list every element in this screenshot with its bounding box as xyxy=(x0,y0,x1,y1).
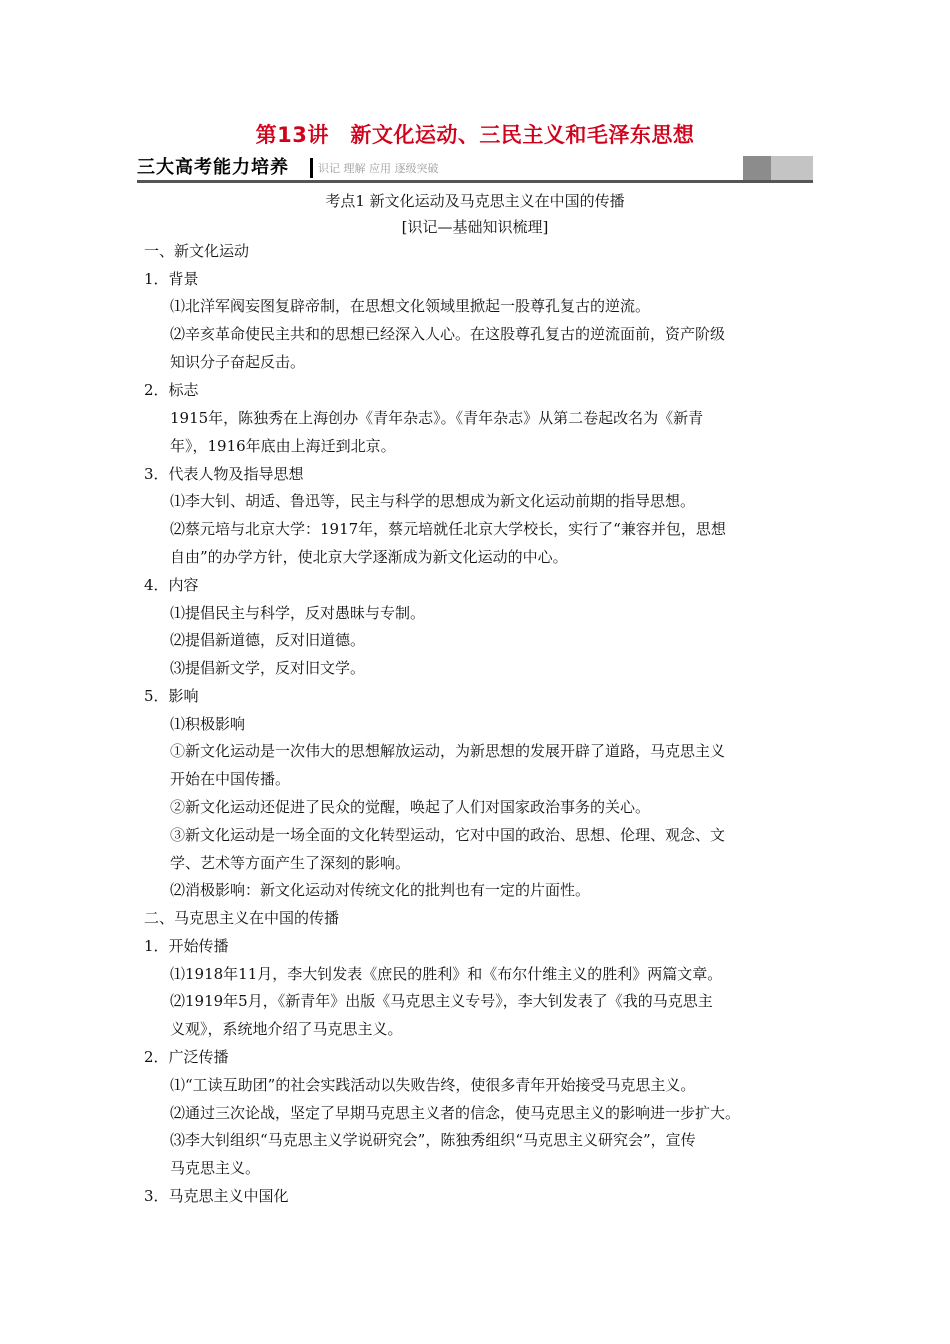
paragraph-line: ⑵辛亥革命使民主共和的思想已经深入人心。在这股尊孔复古的逆流面前，资产阶级 xyxy=(170,325,726,343)
banner-heading: 三大高考能力培养 xyxy=(137,157,289,178)
kaodian-heading: 考点1 新文化运动及马克思主义在中国的传播 xyxy=(325,192,625,210)
subheading: 1．开始传播 xyxy=(144,937,229,955)
paragraph-line: ⑵提倡新道德，反对旧道德。 xyxy=(170,631,366,649)
lecture-title: 第13讲 新文化运动、三民主义和毛泽东思想 xyxy=(255,123,695,147)
paragraph-line: ⑵1919年5月，《新青年》出版《马克思主义专号》，李大钊发表了《我的马克思主 xyxy=(170,992,713,1010)
paragraph-line: ③新文化运动是一场全面的文化转型运动，它对中国的政治、思想、伦理、观念、文 xyxy=(170,826,726,844)
paragraph-line: ⑴李大钊、胡适、鲁迅等，民主与科学的思想成为新文化运动前期的指导思想。 xyxy=(170,492,696,510)
paragraph-line: 自由”的办学方针，使北京大学逐渐成为新文化运动的中心。 xyxy=(170,548,568,566)
paragraph-line: 1915年，陈独秀在上海创办《青年杂志》。《青年杂志》从第二卷起改名为《新青 xyxy=(170,409,704,427)
subheading: 2．广泛传播 xyxy=(144,1048,229,1066)
paragraph-line: ⑵消极影响：新文化运动对传统文化的批判也有一定的片面性。 xyxy=(170,881,591,899)
banner-subtitle: 识记 理解 应用 逐级突破 xyxy=(318,162,439,175)
heading-1: 一、新文化运动 xyxy=(144,242,250,260)
paragraph-line: ⑶李大钊组织“马克思主义学说研究会”，陈独秀组织“马克思主义研究会”，宣传 xyxy=(170,1131,696,1149)
subheading: 4．内容 xyxy=(144,576,199,594)
heading-1: 二、马克思主义在中国的传播 xyxy=(144,909,340,927)
paragraph-line: 义观》，系统地介绍了马克思主义。 xyxy=(170,1020,403,1038)
paragraph-line: ⑵通过三次论战，坚定了早期马克思主义者的信念，使马克思主义的影响进一步扩大。 xyxy=(170,1104,741,1122)
paragraph-line: ⑴“工读互助团”的社会实践活动以失败告终，使很多青年开始接受马克思主义。 xyxy=(170,1076,696,1094)
section-subheading: [识记—基础知识梳理] xyxy=(401,218,549,236)
subheading: 3．代表人物及指导思想 xyxy=(144,465,304,483)
banner-divider xyxy=(310,158,313,178)
paragraph-line: ⑴积极影响 xyxy=(170,715,246,733)
paragraph-line: ②新文化运动还促进了民众的觉醒，唤起了人们对国家政治事务的关心。 xyxy=(170,798,651,816)
paragraph-line: ⑴提倡民主与科学，反对愚昧与专制。 xyxy=(170,604,426,622)
subheading: 2．标志 xyxy=(144,381,199,399)
paragraph-line: 学、艺术等方面产生了深刻的影响。 xyxy=(170,854,411,872)
paragraph-line: ⑴1918年11月，李大钊发表《庶民的胜利》和《布尔什维主义的胜利》两篇文章。 xyxy=(170,965,723,983)
banner-underline xyxy=(137,180,813,183)
subheading: 1．背景 xyxy=(144,270,199,288)
banner-dark-block xyxy=(743,156,771,180)
paragraph-line: ⑴北洋军阀妄图复辟帝制，在思想文化领域里掀起一股尊孔复古的逆流。 xyxy=(170,297,651,315)
subheading: 5．影响 xyxy=(144,687,199,705)
paragraph-line: ⑵蔡元培与北京大学：1917年，蔡元培就任北京大学校长，实行了“兼容并包，思想 xyxy=(170,520,726,538)
section-banner xyxy=(137,156,813,183)
paragraph-line: 年》，1916年底由上海迁到北京。 xyxy=(170,437,396,455)
paragraph-line: 马克思主义。 xyxy=(170,1159,261,1177)
paragraph-line: 知识分子奋起反击。 xyxy=(170,353,306,371)
paragraph-line: ①新文化运动是一次伟大的思想解放运动，为新思想的发展开辟了道路，马克思主义 xyxy=(170,742,726,760)
paragraph-line: ⑶提倡新文学，反对旧文学。 xyxy=(170,659,366,677)
paragraph-line: 开始在中国传播。 xyxy=(170,770,291,788)
banner-light-block xyxy=(771,156,813,180)
subheading: 3．马克思主义中国化 xyxy=(144,1187,289,1205)
